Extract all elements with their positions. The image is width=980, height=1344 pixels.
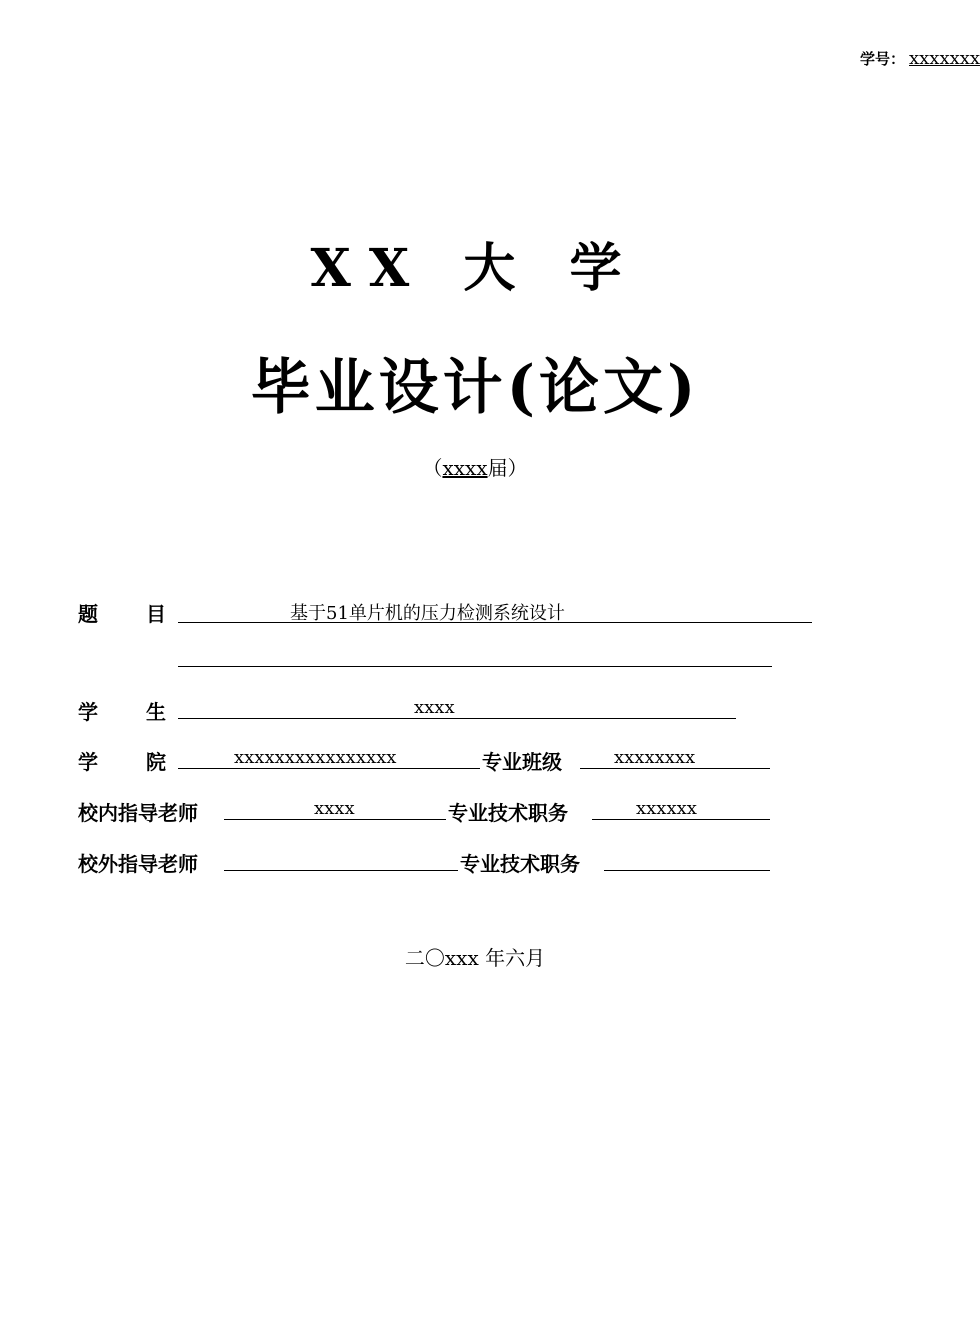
topic-label-2: 目: [146, 602, 166, 626]
student-number: [859, 48, 980, 69]
graduation-session: [0, 452, 950, 481]
student-value: xxxx: [414, 697, 455, 718]
inner-title-label: 专业技术职务: [448, 801, 568, 825]
class-label: 专业班级: [482, 750, 562, 774]
student-label-2: 生: [146, 700, 166, 724]
outer-title-line: [604, 846, 770, 871]
session-open: （: [422, 456, 443, 480]
session-close: 届）: [487, 456, 528, 480]
class-value: xxxxxxxx: [614, 747, 696, 768]
topic-line-2: [178, 642, 772, 667]
topic-label-1: 题: [78, 602, 98, 626]
college-label-1: 学: [78, 750, 98, 774]
outer-title-label: 专业技术职务: [460, 852, 580, 876]
college-label-2: 院: [146, 750, 166, 774]
inner-advisor-value: xxxx: [314, 798, 355, 819]
student-line: [178, 694, 736, 719]
outer-advisor-line: [224, 846, 458, 871]
student-label-1: 学: [78, 700, 98, 724]
college-value: xxxxxxxxxxxxxxxx: [234, 747, 397, 768]
inner-advisor-label: 校内指导老师: [78, 801, 198, 825]
outer-advisor-label: 校外指导老师: [78, 852, 198, 876]
topic-value: 基于51单片机的压力检测系统设计: [290, 603, 565, 624]
session-year: xxxx: [442, 456, 488, 480]
inner-title-value: xxxxxx: [636, 798, 697, 819]
university-name: XX 大 学: [310, 238, 640, 299]
submission-date: 二〇xxx 年六月: [404, 946, 546, 970]
thesis-title: 毕业设计(论文): [250, 353, 700, 423]
student-number-label: 学号：: [859, 50, 905, 68]
student-number-value: xxxxxxx: [909, 48, 980, 69]
